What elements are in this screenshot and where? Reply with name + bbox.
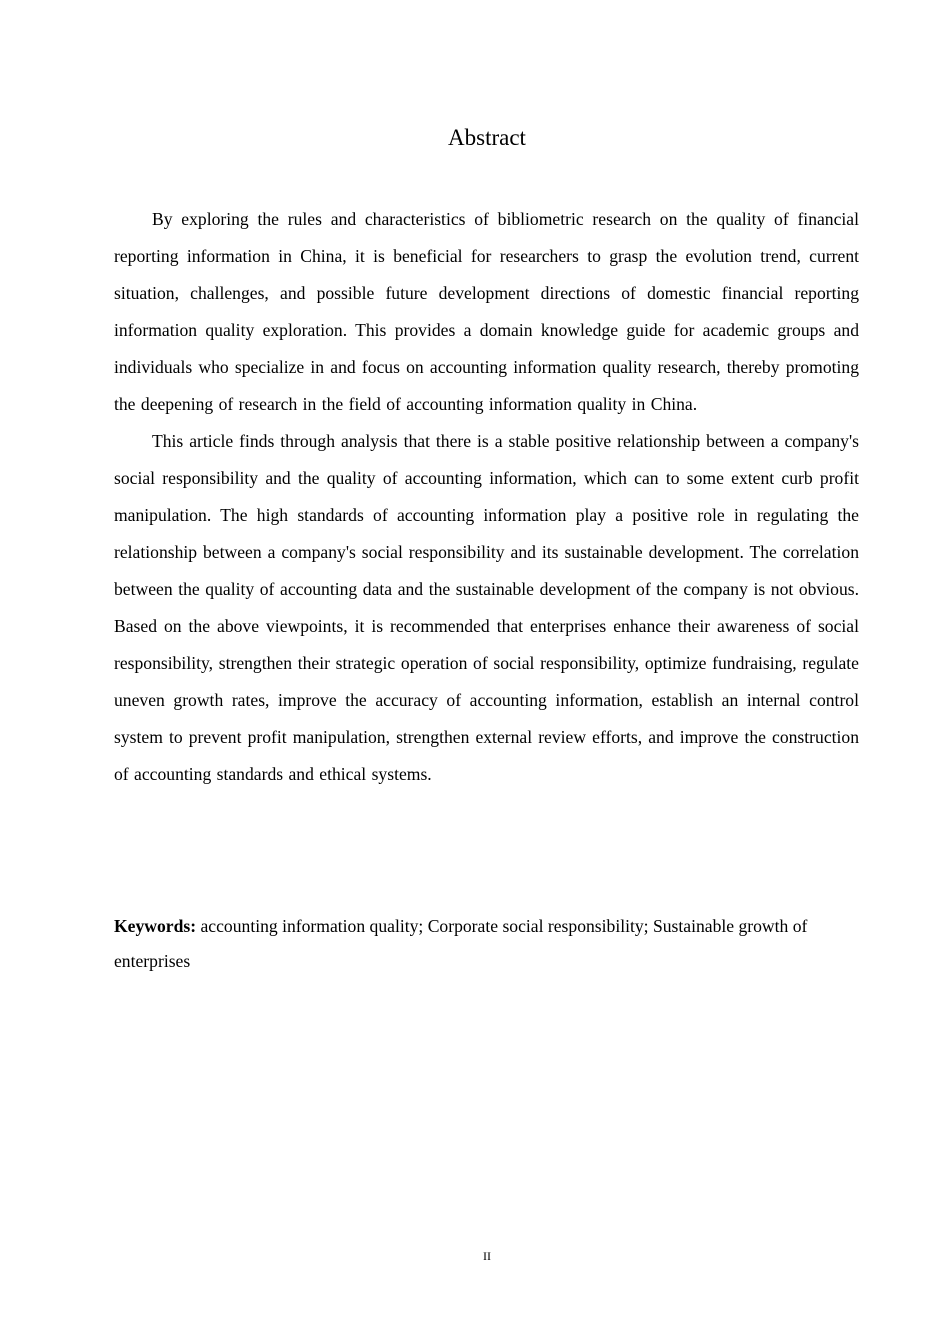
keywords-label: Keywords: <box>114 916 197 936</box>
keywords-line <box>114 909 859 979</box>
abstract-paragraph-2: This article finds through analysis that there is a stable positive relationship between a company's social responsibility and the quality of accounting information, which can to some extent curb profit manipulation. The high standards of accounting information play a positive role in regulating the relationship between a company's social responsibility and its sustainable development. The correlation between the quality of accounting data and the sustainable development of the company is not obvious. Based on the above viewpoints, it is recommended that enterprises enhance their awareness of social responsibility, strengthen their strategic operation of social responsibility, optimize fundraising, regulate uneven growth rates, improve the accuracy of accounting information, establish an internal control system to prevent profit manipulation, strengthen external review efforts, and improve the construction of accounting standards and ethical systems. <box>114 431 859 784</box>
abstract-title: Abstract <box>448 125 526 150</box>
keywords-text: accounting information quality; Corporate social responsibility; Sustainable growth of enterprises <box>114 916 808 971</box>
abstract-paragraph-1: By exploring the rules and characteristics of bibliometric research on the quality of financial reporting information in China, it is beneficial for researchers to grasp the evolution trend, current situation, challenges, and possible future development directions of domestic financial reporting information quality exploration. This provides a domain knowledge guide for academic groups and individuals who specialize in and focus on accounting information quality research, thereby promoting the deepening of research in the field of accounting information quality in China. <box>114 209 859 414</box>
page-number: II <box>483 1249 491 1263</box>
abstract-body <box>114 201 859 793</box>
